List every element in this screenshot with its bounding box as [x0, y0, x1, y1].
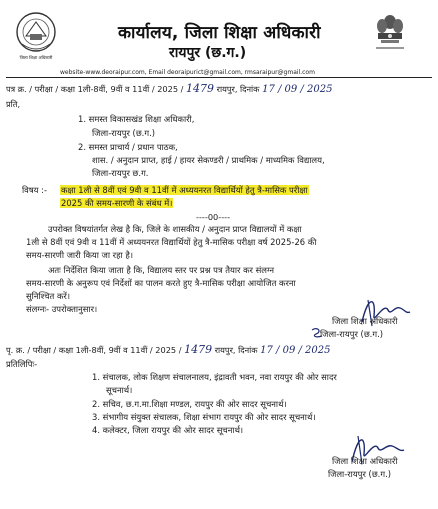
signature-2-title: जिला शिक्षा अधिकारी	[332, 456, 398, 466]
signature-2-place: जिला-रायपुर (छ.ग.)	[328, 469, 391, 479]
para1-line1: उपरोक्त विषयांतर्गत लेख है कि, जिले के शासकीय / अनुदान प्राप्त विद्यालयों में कक्षा	[48, 224, 302, 234]
ref-number: 1479	[186, 82, 215, 95]
website-line: website-www.deoraipur.com, Email deoraipurict@gmail.com, rmsaraipur@gmail.com	[60, 69, 315, 76]
signature-1-place: जिला-रायपुर (छ.ग.)	[320, 329, 383, 339]
office-logo	[14, 10, 58, 66]
subject-highlight-2: 2025 की समय-सारणी के संबंध में।	[61, 198, 173, 208]
copy-item-1-line2: सूचनार्थ।	[106, 385, 133, 395]
copy-ref-number: 1479	[184, 343, 213, 356]
prati-label: प्रति,	[6, 99, 21, 109]
letter-ref	[6, 84, 332, 95]
signature-1	[354, 292, 414, 334]
copy-item-3: 3. संभागीय संयुक्त संचालक, शिक्षा संभाग रायपुर की ओर सादर सूचनार्थ।	[92, 412, 316, 422]
copy-item-1-line1: 1. संचालक, लोक शिक्षण संचालनालय, इंद्रावती भवन, नवा रायपुर की ओर सादर	[92, 372, 337, 382]
ref-place: रायपुर, दिनांक	[216, 84, 260, 94]
copy-ref-prefix: पृ. क्र. / परीक्षा / कक्षा 1ली-8वीं, 9वीं व 11वीं / 2025 /	[6, 345, 182, 355]
ref-prefix: पत्र क्र. / परीक्षा / कक्षा 1ली-8वीं, 9वीं व 11वीं / 2025 /	[6, 84, 184, 94]
subject-highlight-1: कक्षा 1ली से 8वीं एवं 9वी व 11वीं में अध्ययनरत विद्यार्थियों हेतु त्रै-मासिक परीक्षा	[61, 185, 308, 195]
copy-item-2: 2. सचिव, छ.ग.मा.शिक्षा मण्डल, रायपुर की ओर सादर सूचनार्थ।	[92, 399, 287, 409]
recipient-1-line1: 1. समस्त विकासखंड शिक्षा अधिकारी,	[78, 114, 195, 124]
separator: ----00----	[196, 212, 231, 222]
recipient-2-line1: 2. समस्त प्राचार्य / प्रधान पाठक,	[78, 142, 178, 152]
copy-item-4: 4. कलेक्टर, जिला रायपुर की ओर सादर सूचनार्थ।	[92, 425, 244, 435]
office-city: रायपुर (छ.ग.)	[169, 45, 247, 61]
para2-line1: अतः निर्देशित किया जाता है कि, विद्यालय स्तर पर प्रश्न पत्र तैयार कर संलग्न	[48, 265, 274, 275]
office-title: कार्यालय, जिला शिक्षा अधिकारी	[118, 23, 321, 43]
signature-1-title: जिला शिक्षा अधिकारी	[332, 316, 398, 326]
subject-line-1	[60, 185, 309, 196]
subject-line-2	[60, 198, 173, 209]
ref-date: 17 / 09 / 2025	[262, 84, 333, 95]
para2-line3: सुनिश्चित करें।	[26, 291, 70, 301]
para1-line2: 1ली से 8वीं एवं 9वी व 11वीं में अध्ययनरत विद्यार्थियों हेतु त्रै-मासिक परीक्षा वर्ष 2025-26 की	[26, 237, 317, 247]
para1-line3: समय-सारणी जारी किया जा रहा है।	[26, 250, 133, 260]
header-rule	[6, 77, 432, 78]
copy-ref-date: 17 / 09 / 2025	[260, 345, 331, 356]
logo-caption: जिला शिक्षा अधिकारी	[19, 55, 53, 60]
copy-label: प्रतिलिपिः-	[6, 359, 38, 369]
signature-1-mark	[310, 325, 324, 344]
subject-label: विषय :-	[22, 185, 48, 195]
recipient-2-line2: शास. / अनुदान प्राप्त, हाई / हायर सेकण्डरी / प्राथमिक / माध्यमिक विद्यालय,	[92, 155, 325, 165]
emblem-icon	[372, 12, 408, 58]
para2-line2: समय-सारणी के अनुरूप एवं निर्देशों का पालन करते हुए त्रै-मासिक परीक्षा आयोजित करना	[26, 278, 296, 288]
copy-ref	[6, 345, 331, 356]
recipient-1-line2: जिला-रायपुर (छ.ग.)	[92, 128, 155, 138]
recipient-2-line3: जिला-रायपुर छ.ग.	[92, 168, 149, 178]
enclosure: संलग्नः- उपरोक्तानुसार।	[26, 304, 98, 314]
copy-ref-place: रायपुर, दिनांक	[214, 345, 258, 355]
